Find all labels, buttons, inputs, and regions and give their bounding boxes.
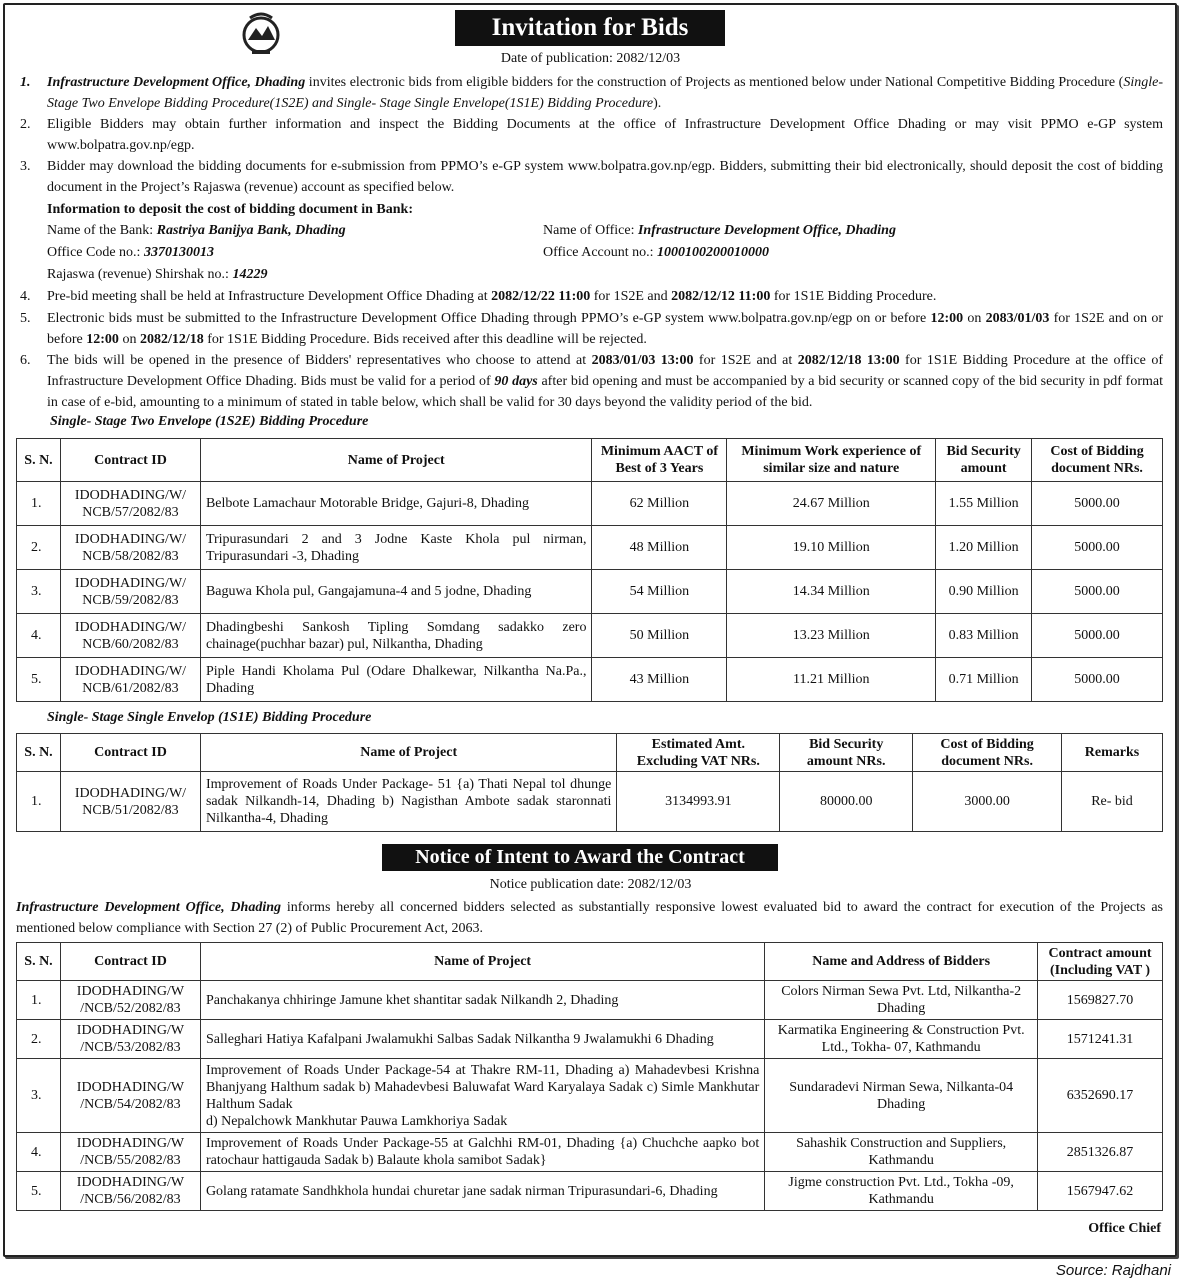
table-row <box>17 658 1163 702</box>
table-cell: 5000.00 <box>1032 526 1163 570</box>
table-cell: 4. <box>17 1133 61 1172</box>
table-cell: 1571241.31 <box>1038 1020 1163 1059</box>
table-cell: IDODHADING/W/ NCB/61/2082/83 <box>60 658 200 702</box>
table-cell: 0.90 Million <box>936 570 1032 614</box>
text-segment: The bids will be opened in the presence of Bidders' representatives who choose to attend at <box>47 353 592 368</box>
office-account: Office Account no.: 1000100200010000 <box>543 245 770 260</box>
table-cell: Panchakanya chhiringe Jamune khet shantitar sadak Nilkandh 2, Dhading <box>200 981 764 1020</box>
table-row <box>17 570 1163 614</box>
table-cell: 24.67 Million <box>727 482 936 526</box>
table-cell: 1. <box>17 772 61 832</box>
table-cell: Improvement of Roads Under Package-55 at Galchhi RM-01, Dhading {a) Chuchche aapko bot ratochaur hattigauda Sadak b) Balaute khola samibot Sadak} <box>200 1133 764 1172</box>
table-row <box>17 1172 1163 1211</box>
table-cell: IDODHADING/W /NCB/55/2082/83 <box>60 1133 200 1172</box>
paragraph-text <box>47 350 1163 413</box>
column-header: Contract ID <box>60 943 200 981</box>
text-segment: for 1S2E and at <box>693 353 798 368</box>
paragraph-6 <box>20 350 1163 413</box>
text-segment: Electronic bids must be submitted to the Infrastructure Development Office Dhading through PPMO’s e-GP system www.bolpatra.gov.np/egp on or before <box>47 311 931 326</box>
column-header: S. N. <box>17 943 61 981</box>
table-cell: IDODHADING/W/ NCB/51/2082/83 <box>60 772 200 832</box>
table-cell: IDODHADING/W/ NCB/57/2082/83 <box>60 482 200 526</box>
text-segment: 2082/12/18 <box>139 332 204 347</box>
table-row <box>17 614 1163 658</box>
table-cell: 43 Million <box>592 658 727 702</box>
signature-office-chief: Office Chief <box>1088 1221 1161 1236</box>
paragraph-number: 2. <box>20 117 31 132</box>
text-segment: 2082/12/12 11:00 <box>671 289 771 304</box>
text-segment: for 1S2E and <box>590 289 672 304</box>
table-cell: 0.83 Million <box>936 614 1032 658</box>
paragraph-text <box>47 72 1163 114</box>
table-cell: Sahashik Construction and Suppliers, Kathmandu <box>765 1133 1038 1172</box>
table-row <box>17 1059 1163 1133</box>
column-header: Name of Project <box>200 943 764 981</box>
bank-info-heading: Information to deposit the cost of bidding document in Bank: <box>47 202 413 217</box>
table-cell: Golang ratamate Sandhkhola hundai churetar jane sadak nirman Tripurasundari-6, Dhading <box>200 1172 764 1211</box>
text-segment: for 1S2E and on or before <box>47 311 1163 347</box>
notice-title: Notice of Intent to Award the Contract <box>382 844 778 871</box>
table-cell: Jigme construction Pvt. Ltd., Tokha -09, Kathmandu <box>765 1172 1038 1211</box>
paragraph-text <box>47 286 1163 307</box>
column-header: Cost of Bidding document NRs. <box>1032 439 1163 482</box>
table-cell: 5000.00 <box>1032 658 1163 702</box>
column-header: Minimum Work experience of similar size and nature <box>727 439 936 482</box>
table-cell: 5000.00 <box>1032 614 1163 658</box>
table-1s2e <box>16 438 1163 702</box>
table-cell: 3000.00 <box>913 772 1062 832</box>
text-segment: Infrastructure Development Office, Dhading <box>47 75 306 90</box>
table-cell: IDODHADING/W /NCB/56/2082/83 <box>60 1172 200 1211</box>
table-cell: 5. <box>17 1172 61 1211</box>
table-cell: 14.34 Million <box>727 570 936 614</box>
column-header: Name and Address of Bidders <box>765 943 1038 981</box>
table-cell: 1. <box>17 981 61 1020</box>
table-cell: 6352690.17 <box>1038 1059 1163 1133</box>
text-segment: 2083/01/03 13:00 <box>591 353 694 368</box>
paragraph-number: 1. <box>20 75 31 90</box>
column-header: S. N. <box>17 734 61 772</box>
text-segment: 2082/12/22 11:00 <box>491 289 591 304</box>
column-header: Estimated Amt. Excluding VAT NRs. <box>617 734 780 772</box>
table-cell: Improvement of Roads Under Package- 51 {a) Thati Nepal tol dhunge sadak Nilkandh-14, Dhading b) Nagisthan Ambote sadak staronnati Nilkantha-4, Dhading <box>200 772 616 832</box>
paragraph-number: 3. <box>20 159 31 174</box>
table-cell: 80000.00 <box>780 772 913 832</box>
column-header: Minimum AACT of Best of 3 Years <box>592 439 727 482</box>
table2-heading: Single- Stage Single Envelop (1S1E) Bidding Procedure <box>47 710 372 725</box>
table-row <box>17 482 1163 526</box>
column-header: Bid Security amount NRs. <box>780 734 913 772</box>
table-cell: 1. <box>17 482 61 526</box>
table-cell: 3134993.91 <box>617 772 780 832</box>
column-header: Contract ID <box>60 439 200 482</box>
table-cell: 11.21 Million <box>727 658 936 702</box>
table-header-row <box>17 439 1163 482</box>
text-segment: for 1S1E Bidding Procedure. Bids received after this deadline will be rejected. <box>203 332 647 347</box>
column-header: S. N. <box>17 439 61 482</box>
text-segment: Single- Stage Two Envelope Bidding Procedure(1S2E) and Single- Stage Single Envelope(1S1E) Bidding Procedure <box>47 75 1163 111</box>
publication-date: Date of publication: 2082/12/03 <box>500 51 681 66</box>
table-cell: IDODHADING/W/ NCB/58/2082/83 <box>60 526 200 570</box>
table-cell: 2. <box>17 526 61 570</box>
text-segment: 12:00 <box>86 332 119 347</box>
column-header: Name of Project <box>200 734 616 772</box>
text-segment: 2082/12/18 13:00 <box>797 353 900 368</box>
bank-name: Name of the Bank: Rastriya Banijya Bank, Dhading <box>47 223 346 238</box>
text-segment: ). <box>653 96 662 111</box>
table-cell: Piple Handi Kholama Pul (Odare Dhalkewar, Nilkantha Na.Pa., Dhading <box>200 658 592 702</box>
revenue-shirshak: Rajaswa (revenue) Shirshak no.: 14229 <box>47 267 268 282</box>
table-cell: IDODHADING/W/ NCB/60/2082/83 <box>60 614 200 658</box>
table-cell: 62 Million <box>592 482 727 526</box>
paragraph-5 <box>20 308 1163 350</box>
table-header-row <box>17 943 1163 981</box>
text-segment: 2083/01/03 <box>985 311 1050 326</box>
notice-date: Notice publication date: 2082/12/03 <box>489 877 692 892</box>
text-segment: 90 days <box>494 374 538 389</box>
table-cell: Colors Nirman Sewa Pvt. Ltd, Nilkantha-2 Dhading <box>765 981 1038 1020</box>
text-segment: Bidder may download the bidding documents for e-submission from PPMO’s e-GP system www.bolpatra.gov.np/egp. Bidders, submitting their bid electronically, should deposit the cost of bidding document in the Project’s Rajaswa (revenue) account as specified below. <box>47 159 1163 195</box>
paragraph-number: 6. <box>20 353 31 368</box>
table-cell: 2. <box>17 1020 61 1059</box>
column-header: Contract amount (Including VAT ) <box>1038 943 1163 981</box>
column-header: Contract ID <box>60 734 200 772</box>
table-cell: Re- bid <box>1062 772 1163 832</box>
text-segment: Eligible Bidders may obtain further information and inspect the Bidding Documents at the office of Infrastructure Development Office Dhading or may visit PPMO e-GP system www.bolpatra.gov.np/egp. <box>47 117 1163 153</box>
text-segment: Pre-bid meeting shall be held at Infrastructure Development Office Dhading at <box>47 289 492 304</box>
table-cell: 3. <box>17 570 61 614</box>
table-cell: 13.23 Million <box>727 614 936 658</box>
text-segment: invites electronic bids from eligible bidders for the construction of Projects as mentioned below under National Competitive Bidding Procedure ( <box>305 75 1124 90</box>
text-segment: 12:00 <box>930 311 964 326</box>
table-cell: Karmatika Engineering & Construction Pvt. Ltd., Tokha- 07, Kathmandu <box>765 1020 1038 1059</box>
column-header: Bid Security amount <box>936 439 1032 482</box>
table-cell: IDODHADING/W /NCB/54/2082/83 <box>60 1059 200 1133</box>
text-segment: on <box>118 332 140 347</box>
table-cell: 1569827.70 <box>1038 981 1163 1020</box>
page-title: Invitation for Bids <box>455 10 725 46</box>
table-cell: 4. <box>17 614 61 658</box>
table-cell: 50 Million <box>592 614 727 658</box>
paragraph-number: 5. <box>20 311 31 326</box>
table-cell: 0.71 Million <box>936 658 1032 702</box>
text-segment: for 1S1E Bidding Procedure. <box>770 289 937 304</box>
column-header: Name of Project <box>200 439 592 482</box>
table-cell: 5000.00 <box>1032 482 1163 526</box>
table-cell: Sundaradevi Nirman Sewa, Nilkanta-04 Dhading <box>765 1059 1038 1133</box>
office-name: Name of Office: Infrastructure Development Office, Dhading <box>543 223 896 238</box>
table-row <box>17 981 1163 1020</box>
source-credit: Source: Rajdhani <box>1055 1262 1171 1279</box>
table-row <box>17 772 1163 832</box>
text-segment: after bid opening and must be accompanied by a bid security or scanned copy of the bid security in pdf format in case of e-bid, amounting to a minimum of stated in table below, which shall be valid for 30 days beyond the validity period of the bid. <box>47 374 1163 410</box>
table-1s1e <box>16 733 1163 832</box>
column-header: Remarks <box>1062 734 1163 772</box>
table-cell: IDODHADING/W /NCB/53/2082/83 <box>60 1020 200 1059</box>
paragraph-text <box>47 156 1163 198</box>
text-segment: for 1S1E Bidding Procedure at the office of Infrastructure Development Office Dhading. Bids must be valid for a period of <box>47 353 1163 389</box>
table-cell: 1.55 Million <box>936 482 1032 526</box>
table-cell: Salleghari Hatiya Kafalpani Jwalamukhi Salbas Sadak Nilkantha 9 Jwalamukhi 6 Dhading <box>200 1020 764 1059</box>
table1-heading: Single- Stage Two Envelope (1S2E) Bidding Procedure <box>50 414 369 429</box>
table-cell: Dhadingbeshi Sankosh Tipling Somdang sadakko zero chainage(puchhar bazar) pul, Nilkantha, Dhading <box>200 614 592 658</box>
paragraph-1 <box>20 72 1163 114</box>
column-header: Cost of Bidding document NRs. <box>913 734 1062 772</box>
table-row <box>17 1020 1163 1059</box>
table-intent-award <box>16 942 1163 1211</box>
table-cell: 19.10 Million <box>727 526 936 570</box>
table-cell: 54 Million <box>592 570 727 614</box>
table-cell: 3. <box>17 1059 61 1133</box>
paragraph-number: 4. <box>20 289 31 304</box>
table-row <box>17 1133 1163 1172</box>
table-cell: 2851326.87 <box>1038 1133 1163 1172</box>
notice-intro: Infrastructure Development Office, Dhading informs hereby all concerned bidders selected as substantially responsive lowest evaluated bid to award the contract for execution of the Projects as mentioned below compliance with Section 27 (2) of Public Procurement Act, 2063. <box>16 900 1163 936</box>
table-header-row <box>17 734 1163 772</box>
table-cell: 1.20 Million <box>936 526 1032 570</box>
table-cell: Belbote Lamachaur Motorable Bridge, Gajuri-8, Dhading <box>200 482 592 526</box>
paragraph-2 <box>20 114 1163 156</box>
paragraph-3 <box>20 156 1163 198</box>
table-cell: 48 Million <box>592 526 727 570</box>
paragraph-4 <box>20 286 1163 307</box>
table-cell: Tripurasundari 2 and 3 Jodne Kaste Khola pul nirman, Tripurasundari -3, Dhading <box>200 526 592 570</box>
text-segment: on <box>963 311 986 326</box>
paragraph-text <box>47 114 1163 156</box>
table-cell: 1567947.62 <box>1038 1172 1163 1211</box>
table-cell: 5000.00 <box>1032 570 1163 614</box>
table-row <box>17 526 1163 570</box>
government-emblem-icon <box>238 10 284 56</box>
table-cell: IDODHADING/W /NCB/52/2082/83 <box>60 981 200 1020</box>
table-cell: Baguwa Khola pul, Gangajamuna-4 and 5 jodne, Dhading <box>200 570 592 614</box>
table-cell: Improvement of Roads Under Package-54 at Thakre RM-11, Dhading a) Mahadevbesi Krishna Bhanjyang Halthum sadak b) Mahadevbesi Baluwafat Ward Karyalaya Sadak c) Simle Mankhutar Halthum Sadak d) Nepalchowk Mankhutar Pauwa Lamkhoriya Sadak <box>200 1059 764 1133</box>
paragraph-text <box>47 308 1163 350</box>
table-cell: 5. <box>17 658 61 702</box>
office-code: Office Code no.: 3370130013 <box>47 245 214 260</box>
table-cell: IDODHADING/W/ NCB/59/2082/83 <box>60 570 200 614</box>
